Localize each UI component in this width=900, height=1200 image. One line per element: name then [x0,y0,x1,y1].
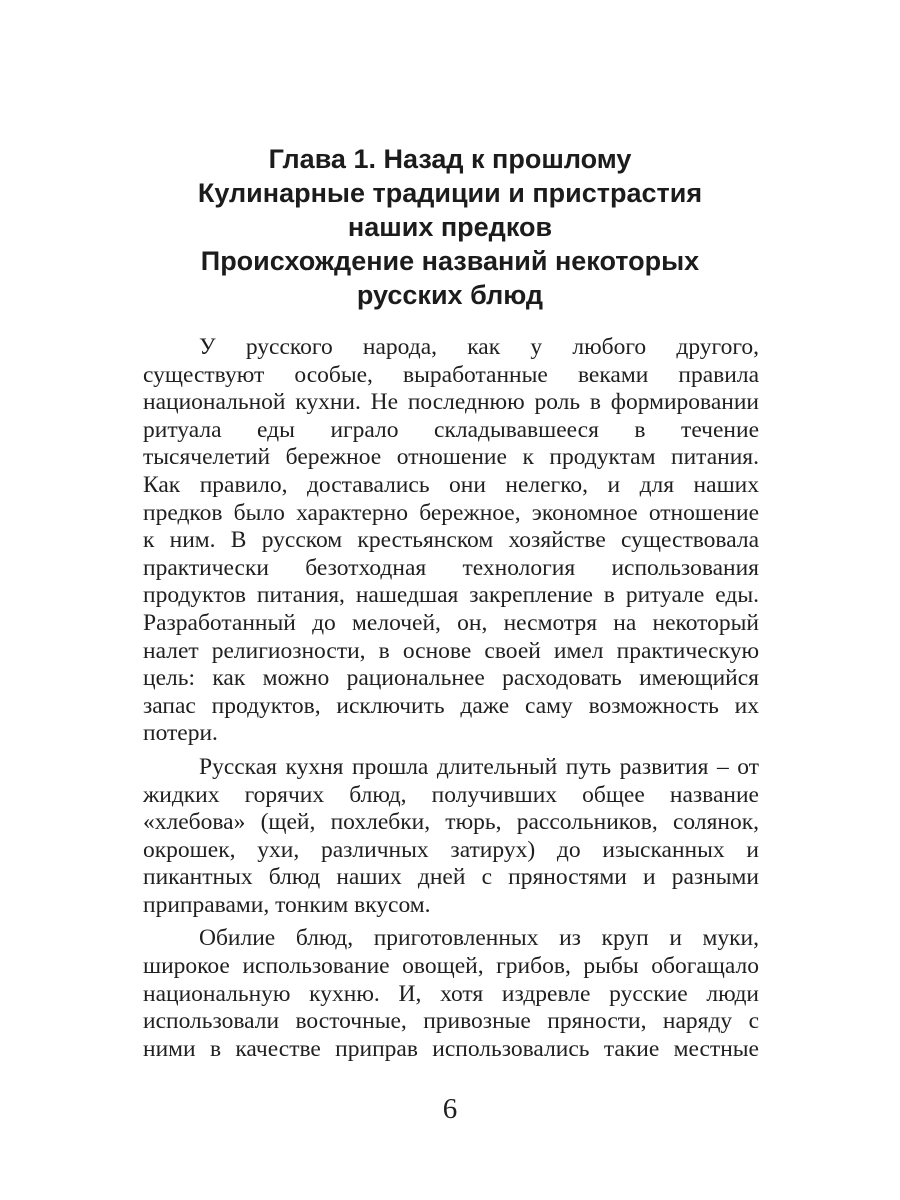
text-line: предков было характерно бережное, экономное отношение [143,499,759,526]
text-line: приправами, тонким вкусом. [143,891,431,918]
chapter-subtitle-line: Кулинарные традиции и пристрастия [197,178,703,208]
text-line: тысячелетий бережное отношение к продуктам питания. [143,444,759,471]
text-line: существуют особые, выработанные веками правила [143,361,759,388]
text-line: практически безотходная технология использования [143,554,759,581]
chapter-heading [100,142,800,312]
chapter-subtitle-line: русских блюд [356,280,544,310]
chapter-subtitle-line: наших предков [347,212,553,242]
text-line: ритуала еды играло складывавшееся в течение [143,416,759,443]
text-line: пикантных блюд наших дней с пряностями и разными [143,864,759,891]
text-line: национальную кухню. И, хотя издревле русские люди [143,980,759,1007]
chapter-title-line: Глава 1. Назад к прошлому [268,144,632,174]
text-line: потери. [143,720,218,747]
text-line: цель: как можно рациональнее расходовать имеющийся [143,665,759,692]
text-line: налет религиозности, в основе своей имел практическую [143,637,759,664]
text-line: ними в качестве приправ использовались такие местные [143,1035,759,1062]
text-line: Разработанный до мелочей, он, несмотря на некоторый [143,609,759,636]
text-line: Русская кухня прошла длительный путь развития – от [199,753,759,780]
text-line: Как правило, доставались они нелегко, и для наших [143,471,759,498]
paragraph-3 [143,925,759,1063]
body-text [143,334,759,1063]
text-line: национальной кухни. Не последнюю роль в формировании [143,389,759,416]
text-line: У русского народа, как у любого другого, [199,334,759,360]
text-line: продуктов питания, нашедшая закрепление в ритуале еды. [143,582,759,609]
text-line: окрошек, ухи, различных затирух) до изысканных и [143,836,759,863]
paragraph-1 [143,334,759,748]
text-line: запас продуктов, исключить даже саму возможность их [143,692,759,719]
paragraph-2 [143,754,759,920]
chapter-subtitle-line: Происхождение названий некоторых [200,246,700,276]
text-line: жидких горячих блюд, получивших общее название [143,781,759,808]
text-line: широкое использование овощей, грибов, рыбы обогащало [143,953,759,980]
text-line: Обилие блюд, приготовленных из круп и муки, [199,925,759,952]
page-number: 6 [442,1093,458,1125]
text-line: к ним. В русском крестьянском хозяйстве существовала [143,527,759,554]
text-line: «хлебова» (щей, похлебки, тюрь, рассольников, солянок, [143,809,759,836]
text-line: использовали восточные, привозные пряности, наряду с [143,1008,759,1035]
